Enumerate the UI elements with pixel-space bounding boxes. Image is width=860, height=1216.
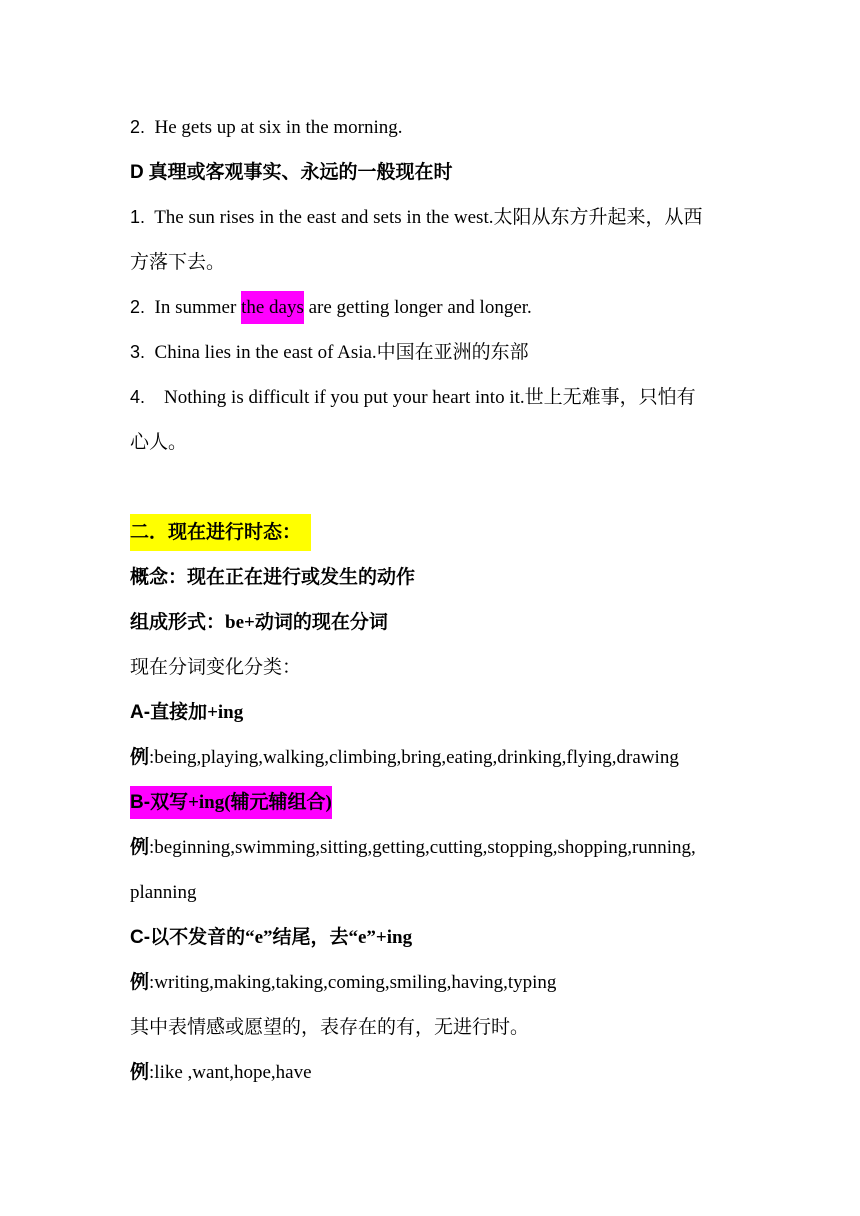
list-number: 1. <box>130 207 146 227</box>
example-text: 心人。 <box>130 432 188 453</box>
list-number: 4. <box>130 387 146 407</box>
example-label: 例 <box>130 837 150 858</box>
section-d-heading <box>130 150 740 195</box>
concept-line <box>130 555 740 600</box>
form-line <box>130 600 740 645</box>
section-2-title <box>130 510 740 555</box>
example-text: 方落下去。 <box>130 252 226 273</box>
example-words: planning <box>130 882 197 903</box>
d-example-4 <box>130 375 740 420</box>
example-text: He gets up at six in the morning. <box>154 117 403 138</box>
rule-a-example <box>130 735 740 780</box>
rule-c-example <box>130 960 740 1005</box>
note-text: 其中表情感或愿望的，表存在的有，无进行时。 <box>130 1017 530 1038</box>
rule-b-label <box>130 780 740 825</box>
rule-text: 双写+ing(辅元辅组合) <box>150 792 332 813</box>
rule-a-label <box>130 690 740 735</box>
note-line <box>130 1005 740 1050</box>
rule-b-example <box>130 825 740 870</box>
rule-b-example-cont <box>130 870 740 915</box>
example-text: The sun rises in the east and sets in the west.太阳从东方升起来，从西 <box>154 207 703 228</box>
example-label: 例 <box>130 972 150 993</box>
list-number: 2. <box>130 297 146 317</box>
example-text: Nothing is difficult if you put your heart into it.世上无难事，只怕有 <box>164 387 696 408</box>
example-text: China lies in the east of Asia.中国在亚洲的东部 <box>154 342 529 363</box>
rule-highlighted <box>130 786 332 819</box>
concept-text: 概念：现在正在进行或发生的动作 <box>130 567 416 588</box>
rule-letter: A- <box>130 702 151 723</box>
rule-letter: C- <box>130 927 151 948</box>
example-line-2 <box>130 105 740 150</box>
d-example-2 <box>130 285 740 330</box>
example-text-pre: In summer <box>154 297 242 318</box>
form-text: 组成形式：be+动词的现在分词 <box>130 612 388 633</box>
rule-text: 以不发音的“e”结尾，去“e”+ing <box>150 927 413 948</box>
section-heading-text: 真理或客观事实、永远的一般现在时 <box>148 162 453 183</box>
d-example-1 <box>130 195 740 240</box>
d-example-4-cont <box>130 420 740 465</box>
list-number: 2. <box>130 117 146 137</box>
classify-text: 现在分词变化分类： <box>130 657 302 678</box>
d-example-1-cont <box>130 240 740 285</box>
spacer <box>130 465 740 510</box>
example-label: 例 <box>130 747 150 768</box>
example-words: :beginning,swimming,sitting,getting,cutting,stopping,shopping,running, <box>149 837 696 858</box>
rule-text: 直接加+ing <box>150 702 244 723</box>
list-number: 3. <box>130 342 146 362</box>
example-words: :like ,want,hope,have <box>149 1062 312 1083</box>
section-letter: D <box>130 162 144 183</box>
document-page <box>130 105 740 1095</box>
example-text-post: are getting longer and longer. <box>303 297 532 318</box>
rule-c-label <box>130 915 740 960</box>
section-title-highlighted: 二．现在进行时态： <box>130 514 311 551</box>
classify-line <box>130 645 740 690</box>
example-words: :writing,making,taking,coming,smiling,having,typing <box>149 972 557 993</box>
example-label: 例 <box>130 1062 150 1083</box>
example-words: :being,playing,walking,climbing,bring,eating,drinking,flying,drawing <box>149 747 679 768</box>
note-example <box>130 1050 740 1095</box>
d-example-3 <box>130 330 740 375</box>
rule-letter: B- <box>130 792 151 813</box>
highlighted-text: the days <box>241 291 304 324</box>
